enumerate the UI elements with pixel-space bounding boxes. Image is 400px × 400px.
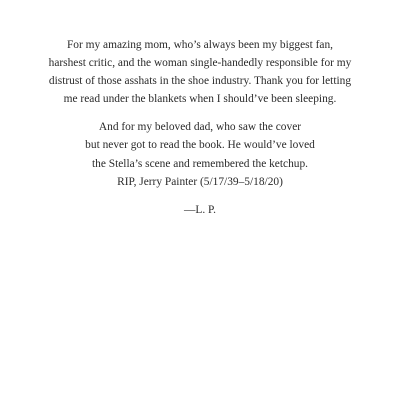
- dedication-line: For my amazing mom, who’s always been my biggest fan,: [66, 39, 334, 51]
- dedication-line: distrust of those asshats in the shoe industry. Thank you for letting: [48, 75, 352, 88]
- dedication-line: me read under the blankets when I should’ve been sleeping.: [63, 93, 337, 106]
- dedication-block: [0, 36, 400, 219]
- dedication-mom-paragraph: [0, 36, 400, 108]
- dedication-line: but never got to read the book. He would’ve loved: [85, 139, 315, 152]
- dedication-line: RIP, Jerry Painter (5/17/39–5/18/20): [117, 175, 283, 188]
- dedication-line: And for my beloved dad, who saw the cover: [98, 121, 302, 134]
- dedication-dad-paragraph: [0, 118, 400, 190]
- dedication-line: the Stella’s scene and remembered the ketchup.: [91, 157, 309, 170]
- author-signature: —L. P.: [184, 203, 216, 216]
- dedication-line: harshest critic, and the woman single-handedly responsible for my: [48, 57, 352, 70]
